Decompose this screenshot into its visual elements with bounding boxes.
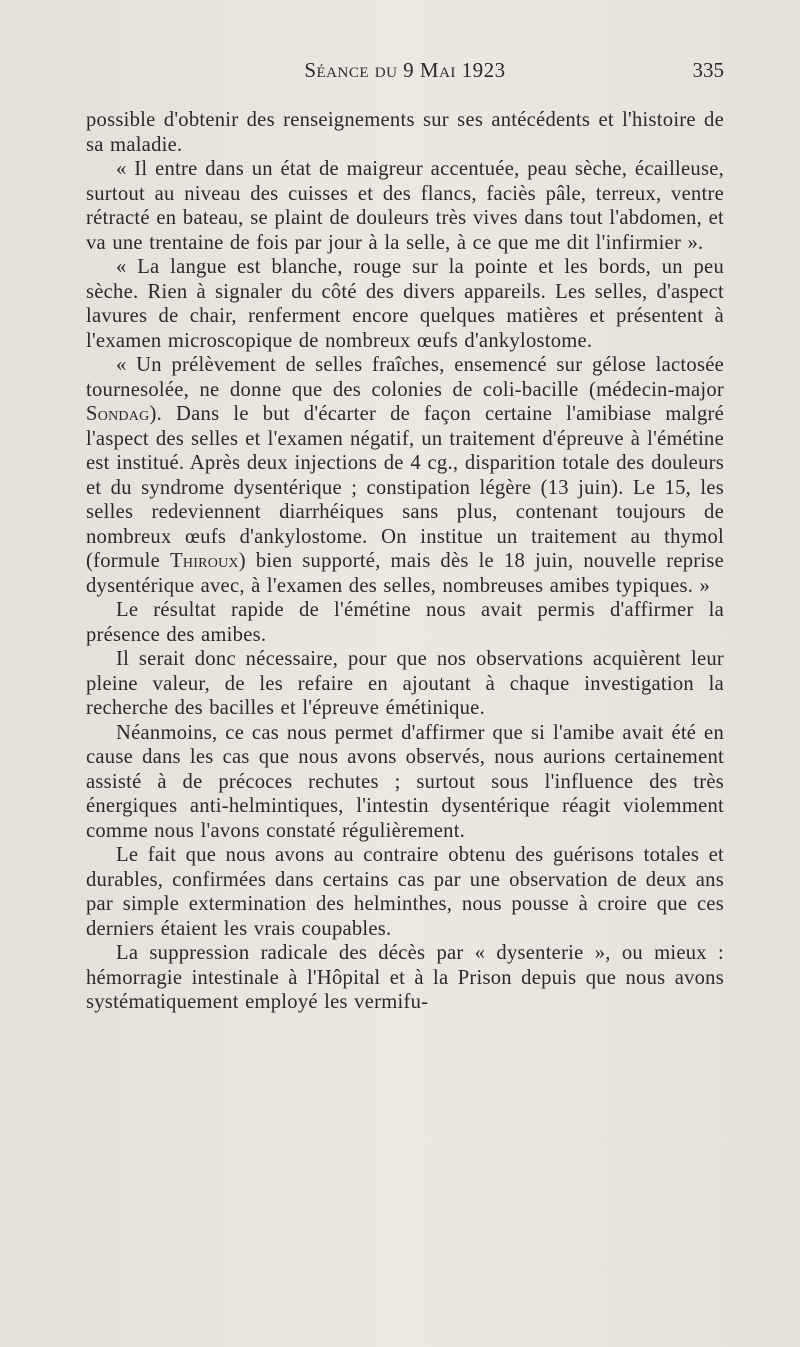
- paragraph-emetine-result: Le résultat rapide de l'émétine nous avait permis d'affirmer la présence des amibes.: [86, 599, 724, 646]
- body-text: [86, 108, 724, 1015]
- paragraph-quote-examination: « La langue est blanche, rouge sur la pointe et les bords, un peu sèche. Rien à signaler du côté des divers appareils. Les selles, d'aspect lavures de chair, renferment encore quelques matières et présentent à l'examen microscopique de nombreux œufs d'ankylostome.: [86, 256, 724, 352]
- paragraph-quote-condition: « Il entre dans un état de maigreur accentuée, peau sèche, écailleuse, surtout au niveau des cuisses et des flancs, faciès pâle, terreux, ventre rétracté en bateau, se plaint de douleurs très vives dans tout l'abdomen, et va une trentaine de fois par jour à la selle, à ce que me dit l'infirmier ».: [86, 158, 724, 254]
- running-title: Séance du 9 Mai 1923: [304, 58, 506, 82]
- author-name-sondag: Sondag: [86, 403, 150, 425]
- treatment-text-part-2: ). Dans le but d'écarter de façon certaine l'amibiase malgré l'aspect des selles et l'examen négatif, un traitement d'épreuve à l'émétine est institué. Après deux injections de 4 cg., disparition totale des douleurs et du syndrome dysentérique ; constipation légère (13 juin). Le 15, les selles redeviennent diarrhéiques sans plus, contenant toujours de nombreux œufs d'ankylostome. On institue un traitement au thymol (formule: [86, 403, 724, 572]
- treatment-text-part-3: ) bien supporté, mais dès le 18 juin, nouvelle reprise dysentérique avec, à l'examen des selles, nombreuses amibes typiques. »: [86, 550, 724, 597]
- paragraph-nevertheless: Néanmoins, ce cas nous permet d'affirmer que si l'amibe avait été en cause dans les cas que nous avons observés, nous aurions certainement assisté à de précoces rechutes ; surtout sous l'influence des très énergiques anti-helmintiques, l'intestin dysentérique réagit violemment comme nous l'avons constaté régulièrement.: [86, 721, 724, 842]
- paragraph-continuation: possible d'obtenir des renseignements sur ses antécédents et l'histoire de sa maladie.: [86, 109, 724, 156]
- page-number: 335: [692, 58, 724, 82]
- page-header: [86, 58, 724, 88]
- paragraph-quote-treatment: [86, 353, 724, 598]
- treatment-text-part-1: « Un prélèvement de selles fraîches, ensemencé sur gélose lactosée tournesolée, ne donne que des colonies de coli-bacille (médecin-major: [86, 354, 724, 401]
- paragraph-cures: Le fait que nous avons au contraire obtenu des guérisons totales et durables, confirmées dans certains cas par une observation de deux ans par simple extermination des helminthes, nous pousse à croire que ces derniers étaient les vrais coupables.: [86, 844, 724, 940]
- author-name-thiroux: Thiroux: [170, 550, 239, 572]
- paragraph-necessity: Il serait donc nécessaire, pour que nos observations acquièrent leur pleine valeur, de les refaire en ajoutant à chaque investigation la recherche des bacilles et l'épreuve émétinique.: [86, 648, 724, 719]
- paragraph-suppression: La suppression radicale des décès par « dysenterie », ou mieux : hémorragie intestinale à l'Hôpital et à la Prison depuis que nous avons systématiquement employé les vermifu-: [86, 942, 724, 1013]
